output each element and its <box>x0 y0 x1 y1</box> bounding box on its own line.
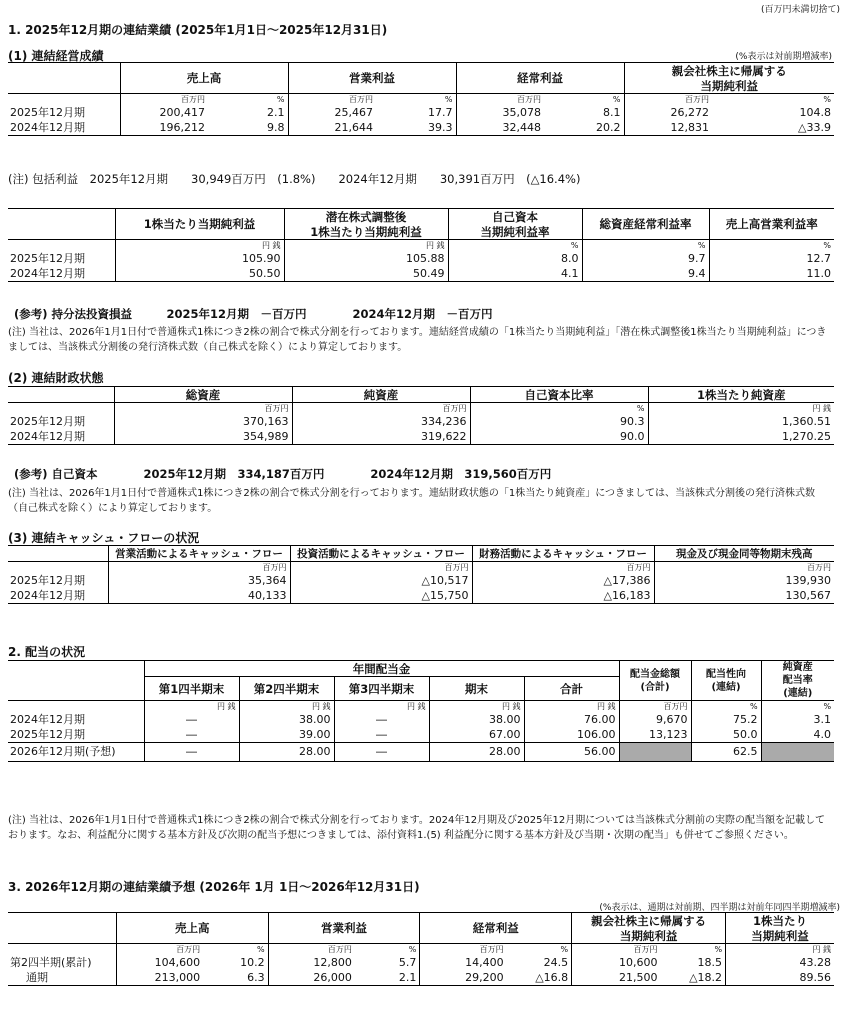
cell: ― <box>334 743 429 762</box>
header-q3: 第3四半期末 <box>334 677 429 701</box>
cell: 40,133 <box>108 588 290 604</box>
unit: % <box>714 944 723 954</box>
cell: 76.00 <box>524 712 619 727</box>
row-label: 2025年12月期 <box>10 727 85 741</box>
operating-results-title: (1) 連結経営成績 <box>8 49 104 63</box>
header-roe-1: 自己資本 <box>448 209 582 225</box>
financial-position-table <box>8 386 834 445</box>
table-row <box>8 712 834 727</box>
table-row <box>8 105 834 120</box>
unit: % <box>582 240 709 252</box>
cell: 10,600 <box>572 955 661 970</box>
cell: 35,078 <box>456 105 544 120</box>
cell: 21,644 <box>288 120 376 136</box>
row-label: 2024年12月期 <box>8 120 120 136</box>
unit-note: (百万円未満切捨て) <box>760 5 840 15</box>
cell: 90.3 <box>470 414 648 429</box>
equity-method-ref: (参考) 持分法投資損益 2025年12月期 －百万円 2024年12月期 －百万円 <box>14 307 493 321</box>
header-investing-cf: 投資活動によるキャッシュ・フロー <box>290 546 472 562</box>
cell: 12,831 <box>624 120 712 136</box>
cell: 75.2 <box>691 712 761 727</box>
cell-grayed <box>761 743 834 762</box>
row-label: 2024年12月期 <box>8 266 115 282</box>
cell: △15,750 <box>290 588 472 604</box>
cell: 39.00 <box>239 727 334 743</box>
unit: 百万円 <box>420 944 507 956</box>
equity-ref: (参考) 自己資本 2025年12月期 334,187百万円 2024年12月期 319,560百万円 <box>14 467 552 481</box>
cell: 2.1 <box>355 970 420 986</box>
unit: 百万円 <box>572 944 661 956</box>
unit: 百万円 <box>120 94 208 106</box>
unit: % <box>408 944 417 954</box>
cell: 4.1 <box>448 266 582 282</box>
unit: % <box>709 240 834 252</box>
cell: 11.0 <box>709 266 834 282</box>
cell: 334,236 <box>292 414 470 429</box>
table-row <box>8 970 834 986</box>
unit: % <box>470 403 648 415</box>
unit: 円 銭 <box>239 701 334 713</box>
header-cash-balance: 現金及び現金同等物期末残高 <box>654 546 834 562</box>
eps-table <box>8 208 834 282</box>
header-doe-3: (連結) <box>783 688 813 699</box>
forecast-title: 3. 2026年12月期の連結業績予想 (2026年 1月 1日～2026年12月31日) <box>8 880 420 894</box>
unit: 百万円 <box>116 944 203 956</box>
cell: 8.1 <box>603 105 621 119</box>
cell: 28.00 <box>429 743 524 762</box>
header-financing-cf: 財務活動によるキャッシュ・フロー <box>472 546 654 562</box>
table-row <box>8 120 834 136</box>
cell: 4.0 <box>761 727 834 743</box>
cell: 18.5 <box>697 955 723 969</box>
cell: 9.4 <box>582 266 709 282</box>
bps-note: (注) 当社は、2026年1月1日付で普通株式1株につき2株の割合で株式分割を行っております。連結財政状態の「1株当たり純資産」につきましては、当該株式分割後の発行済株式数（自己株式を除く）により算定しております。 <box>8 488 816 514</box>
cell: 196,212 <box>120 120 208 136</box>
cell: 1,360.51 <box>648 414 834 429</box>
unit: 円 銭 <box>334 701 429 713</box>
header-total-assets: 総資産 <box>114 387 292 403</box>
unit: 円 銭 <box>726 944 834 956</box>
row-label: 2024年12月期 <box>8 429 114 445</box>
cell: 105.88 <box>284 251 448 266</box>
cell: 104,600 <box>116 955 203 970</box>
header-payout-ratio-2: (連結) <box>711 681 741 693</box>
cell: 370,163 <box>114 414 292 429</box>
cell: ― <box>334 712 429 727</box>
cell: 130,567 <box>654 588 834 604</box>
unit: % <box>761 701 834 713</box>
header-net-income-2: 当期純利益 <box>572 928 726 944</box>
cell: 9,670 <box>619 712 691 727</box>
header-roa: 総資産経常利益率 <box>582 209 709 240</box>
cell: 14,400 <box>420 955 507 970</box>
cell-grayed <box>619 743 691 762</box>
cell: 9.8 <box>208 120 288 136</box>
cell: ― <box>334 727 429 743</box>
cell: 2.1 <box>267 105 285 119</box>
cell: △16,183 <box>472 588 654 604</box>
cell: 200,417 <box>120 105 208 120</box>
cell: 89.56 <box>726 970 834 986</box>
cash-flow-table <box>8 545 834 604</box>
table-row <box>8 588 834 604</box>
unit: 円 銭 <box>115 240 284 252</box>
header-operating-margin: 売上高営業利益率 <box>709 209 834 240</box>
cell: 62.5 <box>691 743 761 762</box>
cell: 20.2 <box>544 120 624 136</box>
row-label: 第2四半期(累計) <box>10 955 92 969</box>
dividend-note: (注) 当社は、2026年1月1日付で普通株式1株につき2株の割合で株式分割を行っております。2024年12月期及び2025年12月期については当該株式分割前の実際の配当額を記載しております。なお、利益配分に関する基本方針及び次期の配当予想につきましては、添付資料1.(5) 利益配分に関する基本方針及び当期・次期の配当」も併せてご参照ください。 <box>8 815 826 841</box>
row-label: 通期 <box>8 970 116 986</box>
cell: 43.28 <box>726 955 834 970</box>
cell: 10.2 <box>240 955 265 969</box>
cell: 213,000 <box>116 970 203 986</box>
eps-note: (注) 当社は、2026年1月1日付で普通株式1株につき2株の割合で株式分割を行っております。連結経営成績の「1株当たり当期純利益」「潜在株式調整後1株当たり当期純利益」につきましては、当該株式分割後の発行済株式数（自己株式を除く）により算定しております。 <box>8 327 827 353</box>
cell: 90.0 <box>470 429 648 445</box>
header-diluted-eps-2: 1株当たり当期純利益 <box>284 224 448 240</box>
cell: 12,800 <box>268 955 355 970</box>
header-total: 合計 <box>524 677 619 701</box>
unit: 百万円 <box>268 944 355 956</box>
cell: 29,200 <box>420 970 507 986</box>
header-ordinary-income: 経常利益 <box>456 63 624 94</box>
cell: △18.2 <box>661 970 726 986</box>
cell: 106.00 <box>524 727 619 743</box>
header-net-assets: 純資産 <box>292 387 470 403</box>
cell: 139,930 <box>654 573 834 588</box>
row-label: 2024年12月期 <box>8 588 108 604</box>
cell: 354,989 <box>114 429 292 445</box>
unit: 円 銭 <box>284 240 448 252</box>
table-row <box>8 727 834 743</box>
row-label: 2024年12月期 <box>10 712 85 726</box>
header-eps: 1株当たり当期純利益 <box>115 209 284 240</box>
header-net-income-1: 親会社株主に帰属する <box>572 913 726 929</box>
cell: 105.90 <box>115 251 284 266</box>
header-doe-2: 配当率 <box>782 675 813 686</box>
cell: 50.49 <box>284 266 448 282</box>
unit: 百万円 <box>292 403 470 415</box>
header-q2: 第2四半期末 <box>239 677 334 701</box>
section1-title: 1. 2025年12月期の連結業績 (2025年1月1日～2025年12月31日) <box>8 23 388 37</box>
unit: % <box>444 94 453 104</box>
unit: % <box>560 944 569 954</box>
cell: ― <box>144 712 239 727</box>
cell: 25,467 <box>288 105 376 120</box>
cell: 6.3 <box>203 970 268 986</box>
financial-position-title: (2) 連結財政状態 <box>8 371 104 385</box>
unit: 百万円 <box>456 94 544 106</box>
cell: 67.00 <box>429 727 524 743</box>
table-row <box>8 251 834 266</box>
cell: 26,000 <box>268 970 355 986</box>
cell: 5.7 <box>398 955 417 969</box>
cell: 39.3 <box>376 120 456 136</box>
cell: 21,500 <box>572 970 661 986</box>
table-row <box>8 955 834 970</box>
unit: % <box>448 240 582 252</box>
unit: % <box>691 701 761 713</box>
cell: △10,517 <box>290 573 472 588</box>
cell: 1,270.25 <box>648 429 834 445</box>
header-net-income-1: 親会社株主に帰属する <box>624 63 834 79</box>
cell: 9.7 <box>582 251 709 266</box>
row-label: 2025年12月期 <box>10 251 85 265</box>
cell: 28.00 <box>239 743 334 762</box>
header-payout-ratio <box>691 661 761 701</box>
cell: 12.7 <box>709 251 834 266</box>
header-equity-ratio: 自己資本比率 <box>470 387 648 403</box>
header-total-dividend-1: 配当金総額 <box>630 668 681 680</box>
header-diluted-eps-1: 潜在株式調整後 <box>284 209 448 225</box>
cash-flow-title: (3) 連結キャッシュ・フローの状況 <box>8 531 200 545</box>
table-row <box>8 743 834 762</box>
header-sales: 売上高 <box>116 913 268 944</box>
row-label: 2025年12月期 <box>10 105 85 119</box>
header-year-end: 期末 <box>429 677 524 701</box>
unit: 円 銭 <box>144 701 239 713</box>
header-eps-1: 1株当たり <box>726 913 834 929</box>
row-label: 2026年12月期(予想) <box>8 743 144 762</box>
cell: 104.8 <box>799 105 831 119</box>
cell: 56.00 <box>524 743 619 762</box>
header-doe-1: 純資産 <box>782 662 813 673</box>
unit: % <box>276 94 285 104</box>
table-row <box>8 414 834 429</box>
row-label: 2025年12月期 <box>10 414 85 428</box>
header-ordinary-income: 経常利益 <box>420 913 572 944</box>
header-payout-ratio-1: 配当性向 <box>706 668 747 680</box>
unit: 百万円 <box>288 94 376 106</box>
table-row <box>8 266 834 282</box>
header-net-income-2: 当期純利益 <box>624 78 834 94</box>
cell: 17.7 <box>428 105 453 119</box>
header-bps: 1株当たり純資産 <box>648 387 834 403</box>
forecast-note: (%表示は、通期は対前期、四半期は対前年同四半期増減率) <box>599 903 840 913</box>
cell: 35,364 <box>108 573 290 588</box>
header-roe-2: 当期純利益率 <box>448 224 582 240</box>
dividend-table <box>8 660 834 762</box>
header-annual-dividend: 年間配当金 <box>144 661 619 677</box>
unit: 百万円 <box>472 562 654 574</box>
cell: 8.0 <box>448 251 582 266</box>
unit: 百万円 <box>619 701 691 713</box>
unit: 百万円 <box>114 403 292 415</box>
cell: 50.0 <box>691 727 761 743</box>
unit: 百万円 <box>290 562 472 574</box>
cell: 24.5 <box>543 955 569 969</box>
cell: 38.00 <box>429 712 524 727</box>
comprehensive-income: (注) 包括利益 2025年12月期 30,949百万円 (1.8%) 2024年12月期 30,391百万円 (△16.4%) <box>8 172 581 186</box>
cell: 50.50 <box>115 266 284 282</box>
unit: % <box>823 94 831 104</box>
cell: △33.9 <box>712 120 834 136</box>
cell: △16.8 <box>507 970 572 986</box>
cell: △17,386 <box>472 573 654 588</box>
operating-results-table <box>8 62 834 136</box>
table-row <box>8 573 834 588</box>
cell: 26,272 <box>624 105 712 120</box>
cell: ― <box>144 743 239 762</box>
cell: 319,622 <box>292 429 470 445</box>
header-total-dividend <box>619 661 691 701</box>
unit: 百万円 <box>624 94 712 106</box>
table-row <box>8 429 834 445</box>
header-eps-2: 当期純利益 <box>726 928 834 944</box>
unit: 百万円 <box>654 562 834 574</box>
cell: 3.1 <box>761 712 834 727</box>
header-total-dividend-2: (合計) <box>640 681 670 693</box>
operating-results-note: (%表示は対前期増減率) <box>735 52 832 62</box>
forecast-table <box>8 912 834 986</box>
unit: 円 銭 <box>648 403 834 415</box>
cell: 32,448 <box>456 120 544 136</box>
cell: 13,123 <box>619 727 691 743</box>
unit: % <box>612 94 621 104</box>
header-operating-income: 営業利益 <box>288 63 456 94</box>
cell: 38.00 <box>239 712 334 727</box>
dividend-title: 2. 配当の状況 <box>8 645 86 659</box>
unit: 百万円 <box>108 562 290 574</box>
header-sales: 売上高 <box>120 63 288 94</box>
header-q1: 第1四半期末 <box>144 677 239 701</box>
row-label: 2025年12月期 <box>10 573 85 587</box>
unit: 円 銭 <box>429 701 524 713</box>
unit: % <box>257 944 265 954</box>
cell: ― <box>144 727 239 743</box>
unit: 円 銭 <box>524 701 619 713</box>
header-operating-income: 営業利益 <box>268 913 420 944</box>
header-operating-cf: 営業活動によるキャッシュ・フロー <box>108 546 290 562</box>
header-doe <box>761 661 834 701</box>
